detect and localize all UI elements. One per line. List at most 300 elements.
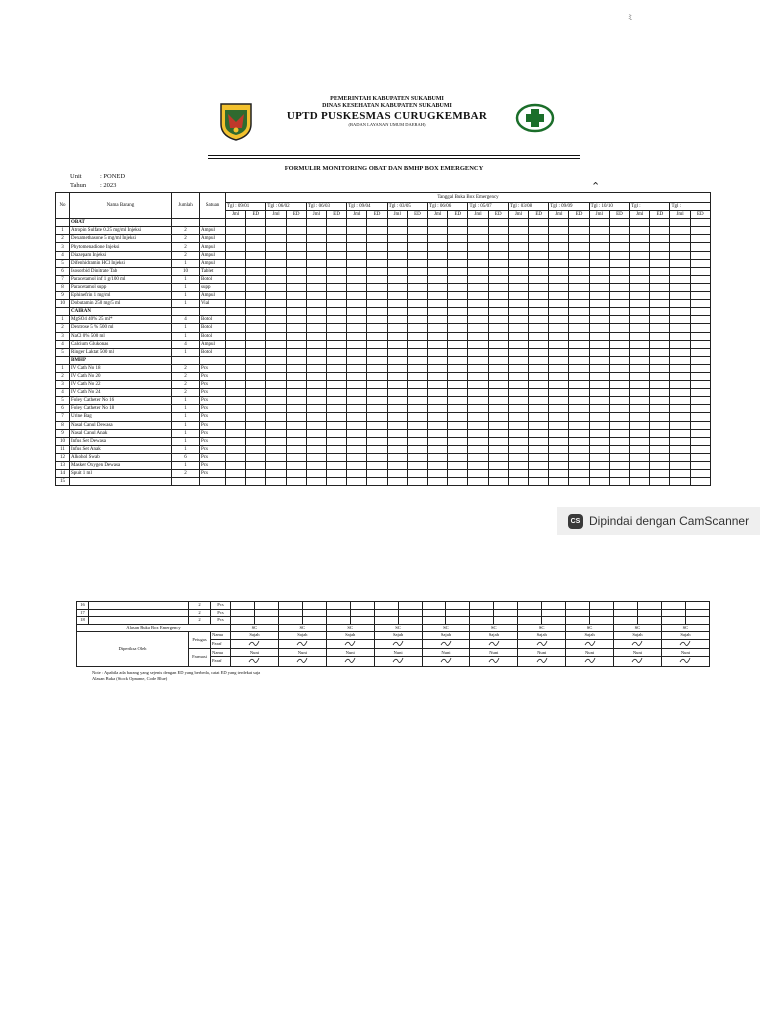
table-row	[56, 453, 711, 461]
jml-cell	[347, 478, 367, 486]
jml-cell	[508, 364, 528, 372]
ed-cell	[367, 324, 387, 332]
item-unit	[200, 478, 226, 486]
ed-cell	[609, 445, 629, 453]
jml-cell	[589, 300, 609, 308]
jml-cell	[630, 283, 650, 291]
ed-cell	[286, 340, 306, 348]
item-unit: Ampul	[200, 227, 226, 235]
ed-cell	[609, 421, 629, 429]
jml-cell	[508, 283, 528, 291]
ed-cell	[246, 462, 266, 470]
tgl-label: Tgl :	[267, 204, 277, 210]
signature-icon	[488, 657, 500, 663]
ed-cell	[448, 227, 468, 235]
jml-cell	[549, 389, 569, 397]
jml-cell	[387, 429, 407, 437]
jml-cell	[468, 445, 488, 453]
item-no: 12	[56, 453, 70, 461]
farmasi-label: Farmasi	[189, 649, 211, 666]
jml-cell	[347, 437, 367, 445]
reason-value: SC	[422, 624, 470, 632]
jml-cell	[226, 437, 246, 445]
ed-header: ED	[286, 211, 306, 219]
item-no: 1	[56, 364, 70, 372]
jml-cell	[549, 283, 569, 291]
ed-cell	[609, 275, 629, 283]
signature-cell	[422, 657, 470, 667]
jml-cell	[589, 283, 609, 291]
item-name	[89, 602, 189, 610]
tgl-label: Tgl :	[590, 204, 601, 210]
jml-cell	[468, 235, 488, 243]
jml-cell	[468, 300, 488, 308]
ed-cell	[690, 316, 710, 324]
ed-cell	[327, 283, 347, 291]
section-no	[56, 356, 70, 364]
jml-cell	[549, 243, 569, 251]
ed-cell	[529, 381, 549, 389]
jml-cell	[508, 275, 528, 283]
jml-cell	[266, 381, 286, 389]
item-name: Dexamethasone 5 mg/ml Injeksi	[70, 235, 172, 243]
jml-cell	[226, 235, 246, 243]
entry-cell	[374, 617, 398, 625]
jml-cell	[589, 478, 609, 486]
jml-cell	[428, 324, 448, 332]
ed-cell	[609, 340, 629, 348]
entry-cell	[470, 617, 494, 625]
ed-cell	[286, 445, 306, 453]
item-qty: 2	[172, 372, 200, 380]
item-name: Alkohol Swab	[70, 453, 172, 461]
ed-cell	[569, 445, 589, 453]
ed-cell	[690, 364, 710, 372]
ed-cell	[569, 421, 589, 429]
item-unit: Botol	[200, 275, 226, 283]
checker-name: Nuni	[278, 649, 326, 657]
item-qty: 1	[172, 462, 200, 470]
jml-cell	[306, 332, 326, 340]
ed-cell	[246, 453, 266, 461]
ed-cell	[448, 478, 468, 486]
ed-cell	[448, 397, 468, 405]
jml-cell	[630, 267, 650, 275]
jml-cell	[630, 348, 650, 356]
item-no: 15	[56, 478, 70, 486]
jml-cell	[428, 340, 448, 348]
signature-cell	[470, 657, 518, 667]
jml-cell	[266, 453, 286, 461]
item-qty: 2	[172, 235, 200, 243]
ed-header: ED	[327, 211, 347, 219]
entry-cell	[374, 609, 398, 617]
ed-cell	[609, 324, 629, 332]
jml-cell	[226, 429, 246, 437]
ed-cell	[448, 324, 468, 332]
jml-cell	[508, 429, 528, 437]
empty-cell	[609, 356, 629, 364]
table-row	[56, 243, 711, 251]
ed-cell	[327, 292, 347, 300]
date-group-header: Tanggal Buka Box Emergency	[226, 193, 711, 203]
ed-cell	[448, 332, 468, 340]
reason-label: Alasan Buka Box Emergency	[77, 624, 231, 632]
empty-cell	[226, 219, 246, 227]
jml-cell	[266, 389, 286, 397]
table-row	[56, 429, 711, 437]
jml-cell	[670, 381, 690, 389]
jml-cell	[226, 421, 246, 429]
ed-cell	[650, 300, 670, 308]
jml-cell	[387, 453, 407, 461]
jml-header: Jml	[347, 211, 367, 219]
jml-cell	[549, 372, 569, 380]
item-qty: 1	[172, 405, 200, 413]
signature-cell	[326, 639, 374, 649]
date-header	[306, 203, 346, 211]
ed-cell	[407, 348, 427, 356]
jml-cell	[347, 397, 367, 405]
ed-cell	[529, 316, 549, 324]
empty-cell	[172, 219, 200, 227]
jml-cell	[306, 445, 326, 453]
ed-cell	[690, 259, 710, 267]
ed-cell	[246, 340, 266, 348]
entry-cell	[590, 609, 614, 617]
ed-cell	[529, 429, 549, 437]
table-row	[56, 235, 711, 243]
jml-cell	[589, 405, 609, 413]
table-row	[77, 609, 710, 617]
ed-cell	[246, 251, 266, 259]
table-row	[56, 348, 711, 356]
ed-cell	[407, 324, 427, 332]
tgl-label: Tgl :	[671, 204, 682, 210]
entry-cell	[254, 609, 278, 617]
ed-cell	[327, 275, 347, 283]
ed-cell	[650, 405, 670, 413]
letterhead-text	[263, 96, 511, 128]
tgl-label: Tgl :	[509, 204, 520, 210]
jml-cell	[468, 340, 488, 348]
item-no: 7	[56, 413, 70, 421]
signature-icon	[679, 657, 691, 663]
jml-cell	[347, 227, 367, 235]
jml-cell	[508, 462, 528, 470]
ed-cell	[488, 397, 508, 405]
table-row	[56, 332, 711, 340]
entry-cell	[661, 609, 685, 617]
jml-cell	[468, 389, 488, 397]
ed-cell	[569, 283, 589, 291]
item-qty: 2	[189, 617, 211, 625]
jml-cell	[347, 470, 367, 478]
ed-cell	[367, 462, 387, 470]
jml-cell	[508, 453, 528, 461]
item-qty: 2	[172, 381, 200, 389]
jml-cell	[630, 235, 650, 243]
date-value: 05/07	[480, 204, 492, 210]
jml-cell	[589, 389, 609, 397]
jml-cell	[630, 243, 650, 251]
signature-icon	[392, 657, 404, 663]
ed-cell	[407, 389, 427, 397]
item-unit: Pcs	[211, 602, 231, 610]
jml-cell	[387, 397, 407, 405]
jml-cell	[428, 300, 448, 308]
item-no: 4	[56, 251, 70, 259]
empty-cell	[347, 308, 367, 316]
item-qty: 1	[172, 348, 200, 356]
item-name: Infus Set Dewasa	[70, 437, 172, 445]
puskesmas-title: UPTD PUSKESMAS CURUGKEMBAR	[286, 109, 488, 122]
item-name: IV Cath No 22	[70, 381, 172, 389]
paraf-label: Paraf	[211, 657, 231, 667]
empty-cell	[609, 308, 629, 316]
ed-cell	[286, 364, 306, 372]
ed-cell	[448, 292, 468, 300]
jml-header: Jml	[549, 211, 569, 219]
jml-cell	[428, 364, 448, 372]
ed-cell	[569, 413, 589, 421]
entry-cell	[518, 609, 542, 617]
jml-cell	[508, 300, 528, 308]
jml-cell	[428, 437, 448, 445]
table-row	[56, 437, 711, 445]
ed-cell	[367, 348, 387, 356]
jml-cell	[670, 462, 690, 470]
jml-cell	[670, 348, 690, 356]
ed-cell	[407, 364, 427, 372]
ed-cell	[327, 348, 347, 356]
ed-cell	[246, 421, 266, 429]
tgl-label: Tgl :	[429, 204, 439, 210]
jml-cell	[347, 372, 367, 380]
item-unit: Vial	[200, 300, 226, 308]
item-no: 2	[56, 372, 70, 380]
ed-cell	[488, 227, 508, 235]
ed-cell	[407, 267, 427, 275]
signature-cell	[566, 639, 614, 649]
ed-cell	[407, 413, 427, 421]
jml-cell	[226, 267, 246, 275]
entry-cell	[637, 617, 661, 625]
jml-cell	[306, 437, 326, 445]
ed-cell	[609, 300, 629, 308]
jml-cell	[347, 283, 367, 291]
jml-cell	[306, 292, 326, 300]
year-label: Tahun	[70, 182, 87, 189]
ed-cell	[246, 275, 266, 283]
table-row	[77, 617, 710, 625]
jml-cell	[428, 429, 448, 437]
item-name	[89, 609, 189, 617]
date-value: 10/10	[601, 204, 613, 210]
empty-cell	[387, 356, 407, 364]
ed-cell	[246, 259, 266, 267]
empty-cell	[327, 308, 347, 316]
ed-cell	[286, 462, 306, 470]
empty-cell	[306, 308, 326, 316]
jml-cell	[549, 478, 569, 486]
item-name: Ephinefrin 1 mg/ml	[70, 292, 172, 300]
empty-cell	[266, 308, 286, 316]
jml-cell	[508, 267, 528, 275]
ed-cell	[529, 275, 549, 283]
jml-cell	[549, 381, 569, 389]
entry-cell	[470, 602, 494, 610]
item-qty: 2	[172, 243, 200, 251]
jml-cell	[508, 478, 528, 486]
ed-cell	[690, 300, 710, 308]
empty-cell	[407, 219, 427, 227]
jml-cell	[306, 283, 326, 291]
jml-cell	[306, 462, 326, 470]
jml-cell	[347, 259, 367, 267]
ed-cell	[569, 324, 589, 332]
ed-cell	[529, 324, 549, 332]
jml-cell	[549, 300, 569, 308]
ed-cell	[569, 251, 589, 259]
jml-cell	[589, 445, 609, 453]
petugas-label: Petugas	[189, 632, 211, 649]
jml-cell	[670, 340, 690, 348]
entry-cell	[637, 602, 661, 610]
item-name: Infus Set Anak	[70, 445, 172, 453]
ed-cell	[569, 437, 589, 445]
entry-cell	[470, 609, 494, 617]
letterhead-rule	[208, 155, 580, 156]
ed-cell	[488, 235, 508, 243]
entry-cell	[398, 617, 422, 625]
item-no: 8	[56, 283, 70, 291]
ed-cell	[650, 397, 670, 405]
date-value: 03/08	[520, 204, 533, 210]
signature-cell	[422, 639, 470, 649]
ed-cell	[650, 445, 670, 453]
ed-cell	[529, 340, 549, 348]
entry-cell	[446, 617, 470, 625]
entry-cell	[542, 617, 566, 625]
jml-cell	[387, 348, 407, 356]
entry-cell	[302, 602, 326, 610]
jml-cell	[428, 227, 448, 235]
ed-cell	[448, 243, 468, 251]
ed-cell	[690, 397, 710, 405]
jml-cell	[670, 292, 690, 300]
jml-cell	[306, 227, 326, 235]
item-unit: Ampul	[200, 340, 226, 348]
ed-cell	[609, 316, 629, 324]
ed-cell	[488, 324, 508, 332]
name-header: Nama Barang	[70, 193, 172, 219]
signature-cell	[278, 639, 326, 649]
jml-cell	[589, 316, 609, 324]
item-qty: 1	[172, 283, 200, 291]
ed-cell	[246, 316, 266, 324]
empty-cell	[488, 308, 508, 316]
tgl-label: Tgl :	[550, 204, 560, 210]
signature-cell	[231, 657, 279, 667]
jml-cell	[306, 251, 326, 259]
jml-cell	[508, 413, 528, 421]
ed-cell	[609, 453, 629, 461]
entry-cell	[350, 609, 374, 617]
entry-cell	[685, 609, 709, 617]
ed-cell	[367, 445, 387, 453]
jml-cell	[266, 283, 286, 291]
empty-cell	[589, 308, 609, 316]
date-header	[226, 203, 266, 211]
jml-cell	[468, 413, 488, 421]
item-qty: 2	[172, 470, 200, 478]
ed-cell	[327, 243, 347, 251]
empty-cell	[650, 308, 670, 316]
ed-cell	[286, 453, 306, 461]
jml-cell	[589, 267, 609, 275]
ed-cell	[488, 453, 508, 461]
jml-cell	[589, 235, 609, 243]
entry-cell	[614, 617, 638, 625]
ed-cell	[650, 429, 670, 437]
jml-cell	[347, 421, 367, 429]
checker-name: Nuni	[422, 649, 470, 657]
jml-cell	[306, 389, 326, 397]
ed-cell	[529, 227, 549, 235]
reason-value: SC	[278, 624, 326, 632]
jml-cell	[306, 470, 326, 478]
section-no	[56, 219, 70, 227]
jml-cell	[468, 470, 488, 478]
jml-cell	[226, 470, 246, 478]
ed-cell	[286, 429, 306, 437]
entry-cell	[254, 617, 278, 625]
jml-cell	[226, 332, 246, 340]
entry-cell	[231, 602, 255, 610]
item-unit: Botol	[200, 324, 226, 332]
ed-cell	[569, 381, 589, 389]
item-name: Paracetamol supp	[70, 283, 172, 291]
ed-cell	[448, 235, 468, 243]
ed-cell	[650, 227, 670, 235]
table-row	[56, 462, 711, 470]
ed-cell	[488, 348, 508, 356]
ed-cell	[609, 405, 629, 413]
nama-label: Nama	[211, 649, 231, 657]
jml-cell	[347, 445, 367, 453]
date-value: 03/05	[399, 204, 411, 210]
item-no: 5	[56, 397, 70, 405]
tgl-label: Tgl :	[227, 204, 237, 210]
item-no: 2	[56, 235, 70, 243]
jml-cell	[589, 275, 609, 283]
jml-cell	[387, 413, 407, 421]
ed-cell	[407, 397, 427, 405]
item-qty: 1	[172, 413, 200, 421]
reason-value: SC	[566, 624, 614, 632]
ed-header: ED	[609, 211, 629, 219]
unit-value: : PONED	[100, 173, 126, 180]
jml-header: Jml	[226, 211, 246, 219]
ed-cell	[690, 405, 710, 413]
empty-cell	[549, 356, 569, 364]
table-row	[56, 316, 711, 324]
entry-cell	[542, 609, 566, 617]
empty-cell	[226, 308, 246, 316]
ed-cell	[529, 292, 549, 300]
ed-cell	[569, 292, 589, 300]
